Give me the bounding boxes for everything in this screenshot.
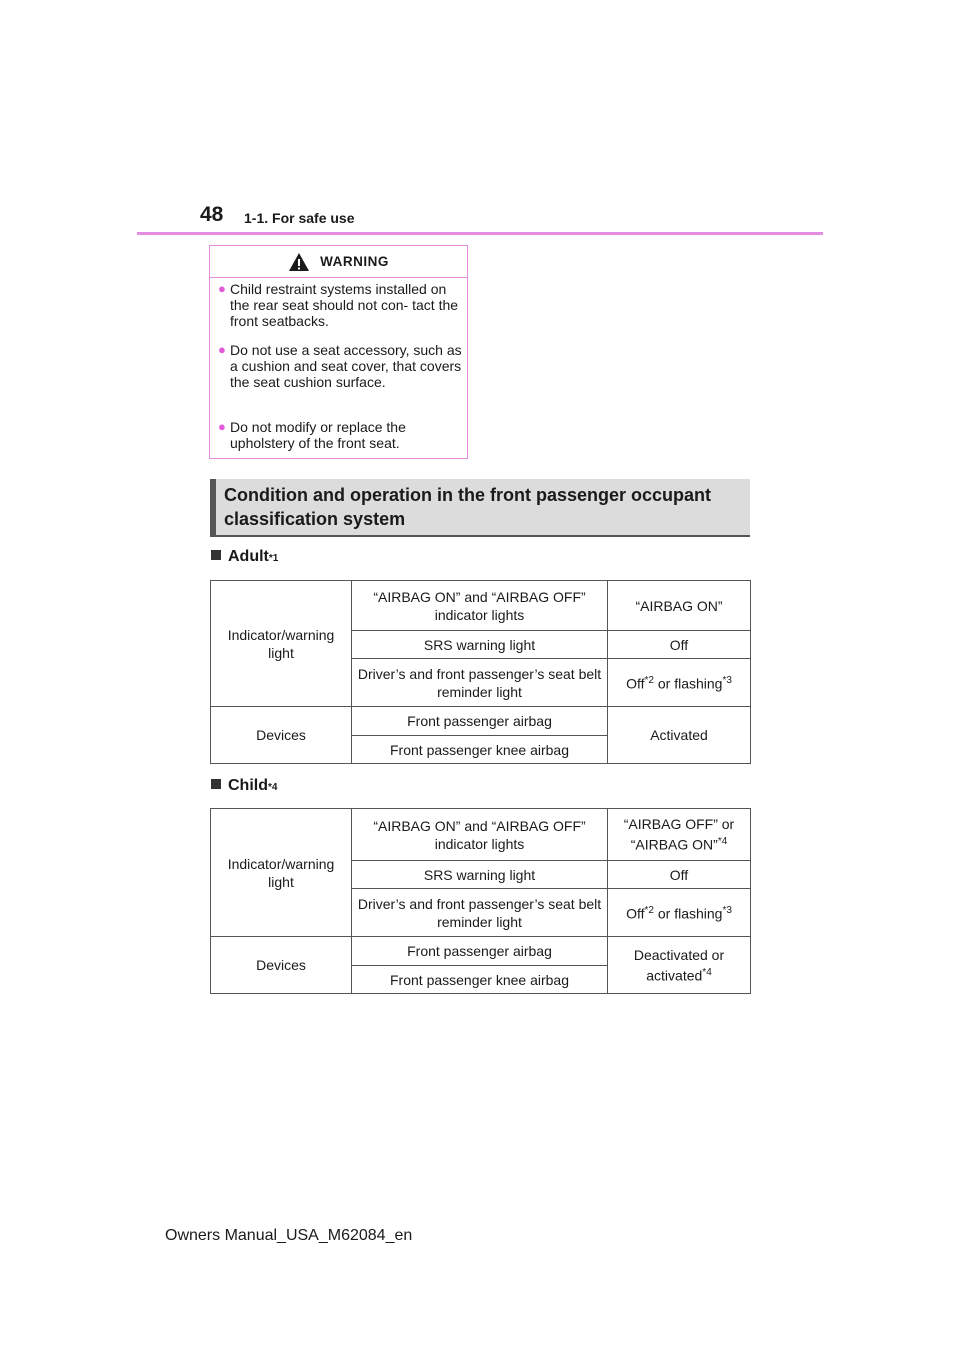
table-cell — [608, 889, 751, 937]
table-cell — [608, 937, 751, 994]
square-bullet-icon — [211, 779, 221, 789]
table-cell: Front passenger airbag — [352, 937, 608, 966]
child-subheading — [211, 777, 277, 795]
header-rule — [137, 232, 823, 235]
table-cell: “AIRBAG ON” and “AIRBAG OFF” indicator lights — [352, 581, 608, 631]
devices-label-cell: Devices — [211, 707, 352, 764]
warning-icon — [288, 252, 310, 272]
cell-text: “AIRBAG OFF” or — [623, 816, 735, 833]
devices-label-cell: Devices — [211, 937, 352, 994]
section-heading — [210, 479, 750, 537]
adult-title: Adult — [228, 548, 269, 565]
cell-text: activated — [646, 967, 703, 984]
footnote-ref: *2 — [644, 675, 654, 687]
warning-item — [218, 281, 463, 329]
table-cell — [608, 809, 751, 861]
child-table — [210, 808, 751, 994]
table-cell: Activated — [608, 707, 751, 764]
indicator-label-cell: Indicator/warning light — [211, 809, 352, 937]
warning-item — [218, 342, 463, 390]
warning-item-text: Do not use a seat accessory, such as a cushion and seat cover, that covers the seat cushion surface. — [230, 342, 462, 390]
warning-item-text: Child restraint systems installed on the rear seat should not con- tact the front seatbacks. — [230, 281, 459, 329]
adult-table — [210, 580, 751, 764]
table-cell: SRS warning light — [352, 861, 608, 889]
footnote-ref: *4 — [268, 782, 278, 793]
cell-text: Deactivated or — [633, 946, 725, 963]
footnote-ref: *4 — [717, 836, 728, 848]
bullet-icon: ● — [218, 342, 226, 357]
warning-box — [209, 245, 468, 459]
adult-subheading — [211, 548, 278, 566]
table-cell: “AIRBAG ON” and “AIRBAG OFF” indicator lights — [352, 809, 608, 861]
table-cell: Driver’s and front passenger’s seat belt reminder light — [352, 659, 608, 707]
cell-text: or flashing — [653, 905, 723, 922]
table-cell: Front passenger knee airbag — [352, 966, 608, 994]
warning-header — [210, 246, 467, 278]
footer-text: Owners Manual_USA_M62084_en — [165, 1227, 413, 1244]
footnote-ref: *3 — [722, 905, 732, 917]
footnote-ref: *4 — [702, 966, 712, 978]
section-title: Condition and operation in the front passenger occupant classification system — [224, 485, 712, 529]
table-cell: SRS warning light — [352, 631, 608, 659]
warning-item-text: Do not modify or replace the upholstery of the front seat. — [230, 419, 406, 451]
table-cell: Front passenger airbag — [352, 707, 608, 736]
bullet-icon: ● — [218, 419, 226, 434]
footnote-ref: *3 — [722, 675, 732, 687]
table-cell — [608, 659, 751, 707]
cell-text: or flashing — [653, 675, 723, 692]
page-number: 48 — [200, 203, 224, 226]
child-title: Child — [228, 777, 268, 794]
indicator-label-cell: Indicator/warning light — [211, 581, 352, 707]
footnote-ref: *1 — [268, 553, 279, 564]
warning-label: WARNING — [320, 254, 389, 269]
table-cell: Driver’s and front passenger’s seat belt reminder light — [352, 889, 608, 937]
cell-text: Off — [626, 905, 645, 922]
footnote-ref: *2 — [644, 905, 654, 917]
section-reference: 1-1. For safe use — [244, 210, 355, 226]
bullet-icon: ● — [218, 281, 226, 296]
square-bullet-icon — [211, 550, 221, 560]
warning-item — [218, 419, 463, 451]
cell-text: “AIRBAG ON” — [630, 836, 718, 853]
table-cell: Off — [608, 861, 751, 889]
table-cell: Front passenger knee airbag — [352, 736, 608, 764]
table-cell: Off — [608, 631, 751, 659]
table-cell: “AIRBAG ON” — [608, 581, 751, 631]
cell-text: Off — [626, 675, 645, 692]
